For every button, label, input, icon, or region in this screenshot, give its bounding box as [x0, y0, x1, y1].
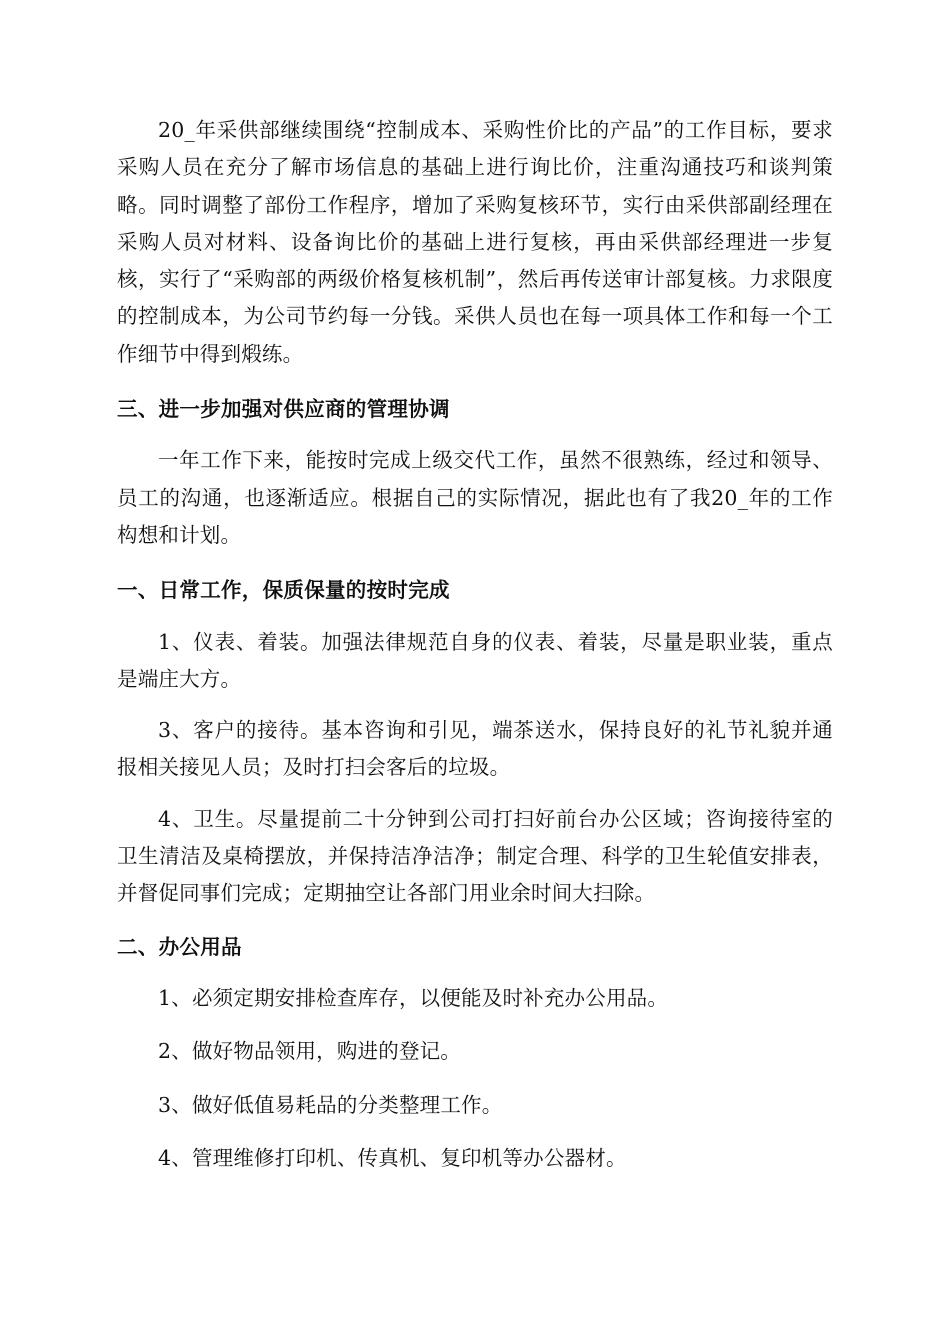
intro-paragraph: 20_年采供部继续围绕“控制成本、采购性价比的产品”的工作目标，要求采购人员在充分了解市场信息的基础上进行询比价，注重沟通技巧和谈判策略。同时调整了部份工作程序，增加了采购复核环节，实行由采供部副经理在采购人员对材料、设备询比价的基础上进行复核，再由采供部经理进一步复核，实行了“采购部的两级价格复核机制”，然后再传送审计部复核。力求限度的控制成本，为公司节约每一分钱。采供人员也在每一项具体工作和每一个工作细节中得到煅练。	[117, 118, 833, 366]
section-3-paragraph: 一年工作下来，能按时完成上级交代工作，虽然不很熟练，经过和领导、员工的沟通，也逐渐适应。根据自己的实际情况，据此也有了我20_年的工作构想和计划。	[117, 448, 833, 547]
section-2-item: 1、必须定期安排检查库存，以便能及时补充办公用品。	[158, 985, 669, 1010]
section-3-heading: 三、进一步加强对供应商的管理协调	[117, 397, 450, 422]
section-2-item: 4、管理维修打印机、传真机、复印机等办公器材。	[158, 1145, 627, 1170]
section-1-item: 4、卫生。尽量提前二十分钟到公司打扫好前台办公区域；咨询接待室的卫生清洁及桌椅摆放，并保持洁净洁净；制定合理、科学的卫生轮值安排表，并督促同事们完成；定期抽空让各部门用业余时间大扫除。	[117, 806, 833, 906]
section-2-item: 2、做好物品领用，购进的登记。	[158, 1039, 462, 1064]
section-2-heading: 二、办公用品	[117, 934, 242, 959]
section-1-item: 1、仪表、着装。加强法律规范自身的仪表、着装，尽量是职业装，重点是端庄大方。	[117, 629, 833, 691]
section-2-item: 3、做好低值易耗品的分类整理工作。	[158, 1092, 503, 1117]
section-1-item: 3、客户的接待。基本咨询和引见，端茶送水，保持良好的礼节礼貌并通报相关接见人员；及时打扫会客后的垃圾。	[117, 718, 833, 780]
document-page	[117, 112, 833, 1193]
section-1-heading: 一、日常工作，保质保量的按时完成	[117, 578, 450, 603]
